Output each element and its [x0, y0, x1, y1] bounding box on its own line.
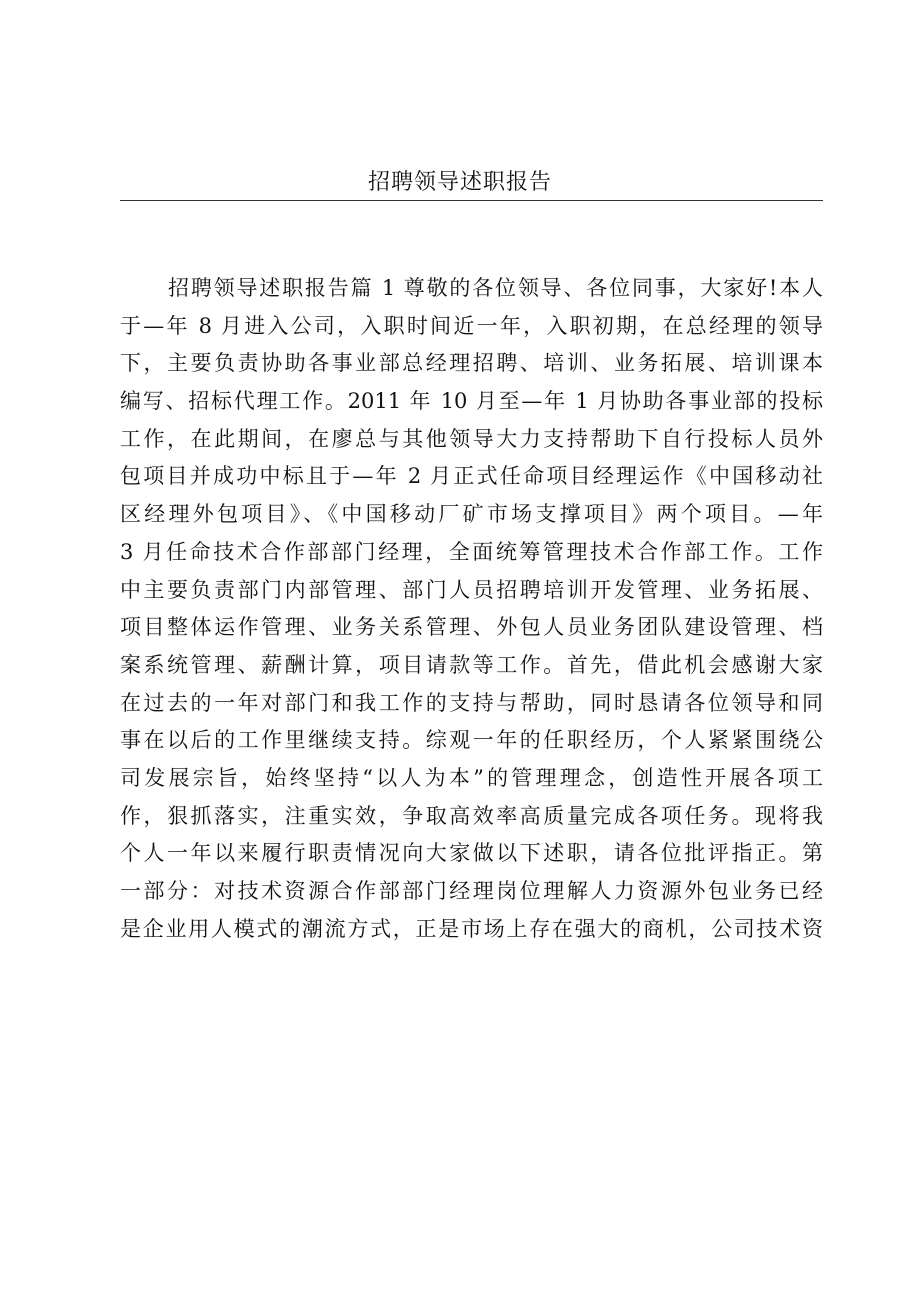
- body-line: 项目整体运作管理、业务关系管理、外包人员业务团队建设管理、档: [120, 615, 823, 640]
- body-line: 事在以后的工作里继续支持。综观一年的任职经历，个人紧紧围绕公: [120, 728, 823, 753]
- body-line: 在过去的一年对部门和我工作的支持与帮助，同时恳请各位领导和同: [120, 690, 823, 715]
- body-line: 编写、招标代理工作。2011 年 10 月至—年 1 月协助各事业部的投标: [120, 389, 823, 414]
- body-line: 是企业用人模式的潮流方式，正是市场上存在强大的商机，公司技术资: [120, 916, 823, 941]
- body-line: 工作，在此期间，在廖总与其他领导大力支持帮助下自行投标人员外: [120, 426, 823, 451]
- body-line: 区经理外包项目》、《中国移动厂矿市场支撑项目》两个项目。—年: [120, 502, 823, 527]
- body-line: 作，狠抓落实，注重实效，争取高效率高质量完成各项任务。现将我: [120, 803, 823, 828]
- body-line: 包项目并成功中标且于—年 2 月正式任命项目经理运作《中国移动社: [120, 464, 823, 489]
- body-line: 下，主要负责协助各事业部总经理招聘、培训、业务拓展、培训课本: [120, 351, 823, 376]
- body-line: 个人一年以来履行职责情况向大家做以下述职，请各位批评指正。第: [120, 841, 823, 866]
- document-title: 招聘领导述职报告: [367, 170, 552, 195]
- body-line: 中主要负责部门内部管理、部门人员招聘培训开发管理、业务拓展、: [120, 577, 823, 602]
- body-line: 一部分：对技术资源合作部部门经理岗位理解人力资源外包业务已经: [120, 879, 823, 903]
- document-body: [120, 270, 823, 948]
- title-underline: [120, 200, 823, 201]
- body-line: 于—年 8 月进入公司，入职时间近一年，入职初期，在总经理的领导: [120, 313, 823, 338]
- body-line: 案系统管理、薪酬计算，项目请款等工作。首先，借此机会感谢大家: [120, 652, 823, 677]
- body-line: 司发展宗旨，始终坚持“以人为本”的管理理念，创造性开展各项工: [120, 765, 823, 790]
- body-line: 招聘领导述职报告篇 1 尊敬的各位领导、各位同事，大家好!本人: [168, 276, 823, 300]
- body-line: 3 月任命技术合作部部门经理，全面统筹管理技术合作部工作。工作: [120, 539, 823, 564]
